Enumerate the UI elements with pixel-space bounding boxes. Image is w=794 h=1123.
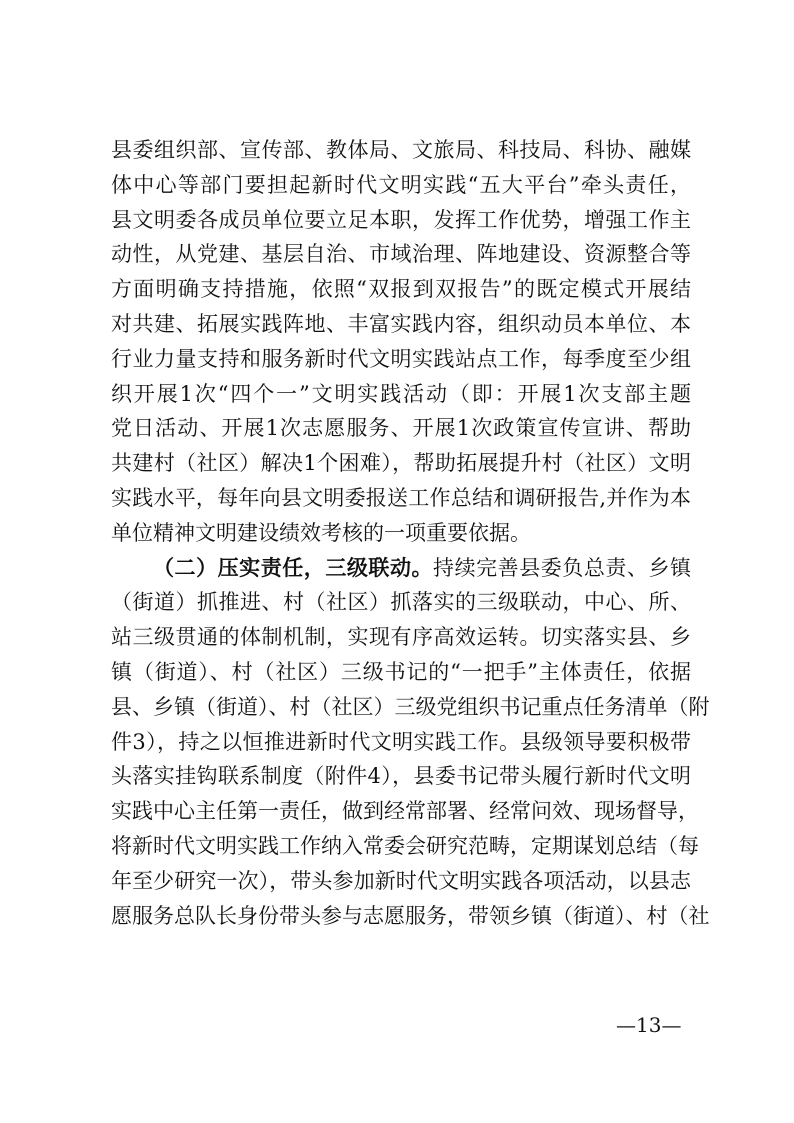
paragraph-departments: [111, 133, 691, 551]
text-line: 体中心等部门要担起新时代文明实践“五大平台”牵头责任，: [111, 172, 691, 197]
section-heading: （二）压实责任，三级联动。: [153, 554, 434, 580]
text-line: 方面明确支持措施，依照“双报到双报告”的既定模式开展结: [111, 277, 691, 302]
text-line: 实践水平，每年向县文明委报送工作总结和调研报告,并作为本: [111, 485, 691, 510]
text-line: 头落实挂钩联系制度（附件4），县委书记带头履行新时代文明: [111, 764, 691, 789]
text-line: 行业力量支持和服务新时代文明实践站点工作，每季度至少组: [111, 346, 691, 371]
text-line: 织开展1次“四个一”文明实践活动（即：开展1次支部主题: [111, 381, 691, 406]
text-line: （街道）抓推进、村（社区）抓落实的三级联动，中心、所、: [111, 590, 691, 615]
text-line: 对共建、拓展实践阵地、丰富实践内容，组织动员本单位、本: [111, 311, 691, 336]
text-line: 年至少研究一次），带头参加新时代文明实践各项活动，以县志: [111, 868, 691, 893]
text-line: 县文明委各成员单位要立足本职，发挥工作优势，增强工作主: [111, 207, 691, 232]
text-line: 站三级贯通的体制机制，实现有序高效运转。切实落实县、乡: [111, 625, 691, 650]
text-line: 愿服务总队长身份带头参与志愿服务，带领乡镇（街道）、村（社: [111, 903, 710, 928]
text-line: 县、乡镇（街道）、村（社区）三级党组织书记重点任务清单（附: [111, 694, 710, 719]
text-line: 件3），持之以恒推进新时代文明实践工作。县级领导要积极带: [111, 729, 691, 754]
text-line: 单位精神文明建设绩效考核的一项重要依据。: [111, 520, 531, 545]
text-line: 共建村（社区）解决1个困难），帮助拓展提升村（社区）文明: [111, 451, 691, 476]
document-body: [111, 133, 710, 933]
text-line: 将新时代文明实践工作纳入常委会研究范畴，定期谋划总结（每: [111, 833, 699, 858]
text-line: 县委组织部、宣传部、教体局、文旅局、科技局、科协、融媒: [111, 138, 691, 162]
text-line: 党日活动、开展1次志愿服务、开展1次政策宣传宣讲、帮助: [111, 416, 691, 441]
text-line-rest: 持续完善县委负总责、乡镇: [433, 555, 692, 580]
text-line: 实践中心主任第一责任，做到经常部署、经常问效、现场督导，: [111, 799, 699, 824]
paragraph-responsibility: [111, 551, 710, 934]
text-line: 镇（街道）、村（社区）三级书记的“一把手”主体责任，依据: [111, 659, 691, 684]
section-heading-line: [111, 551, 691, 586]
text-line: 动性，从党建、基层自治、市域治理、阵地建设、资源整合等: [111, 242, 691, 267]
page-number: —13—: [616, 1013, 682, 1037]
